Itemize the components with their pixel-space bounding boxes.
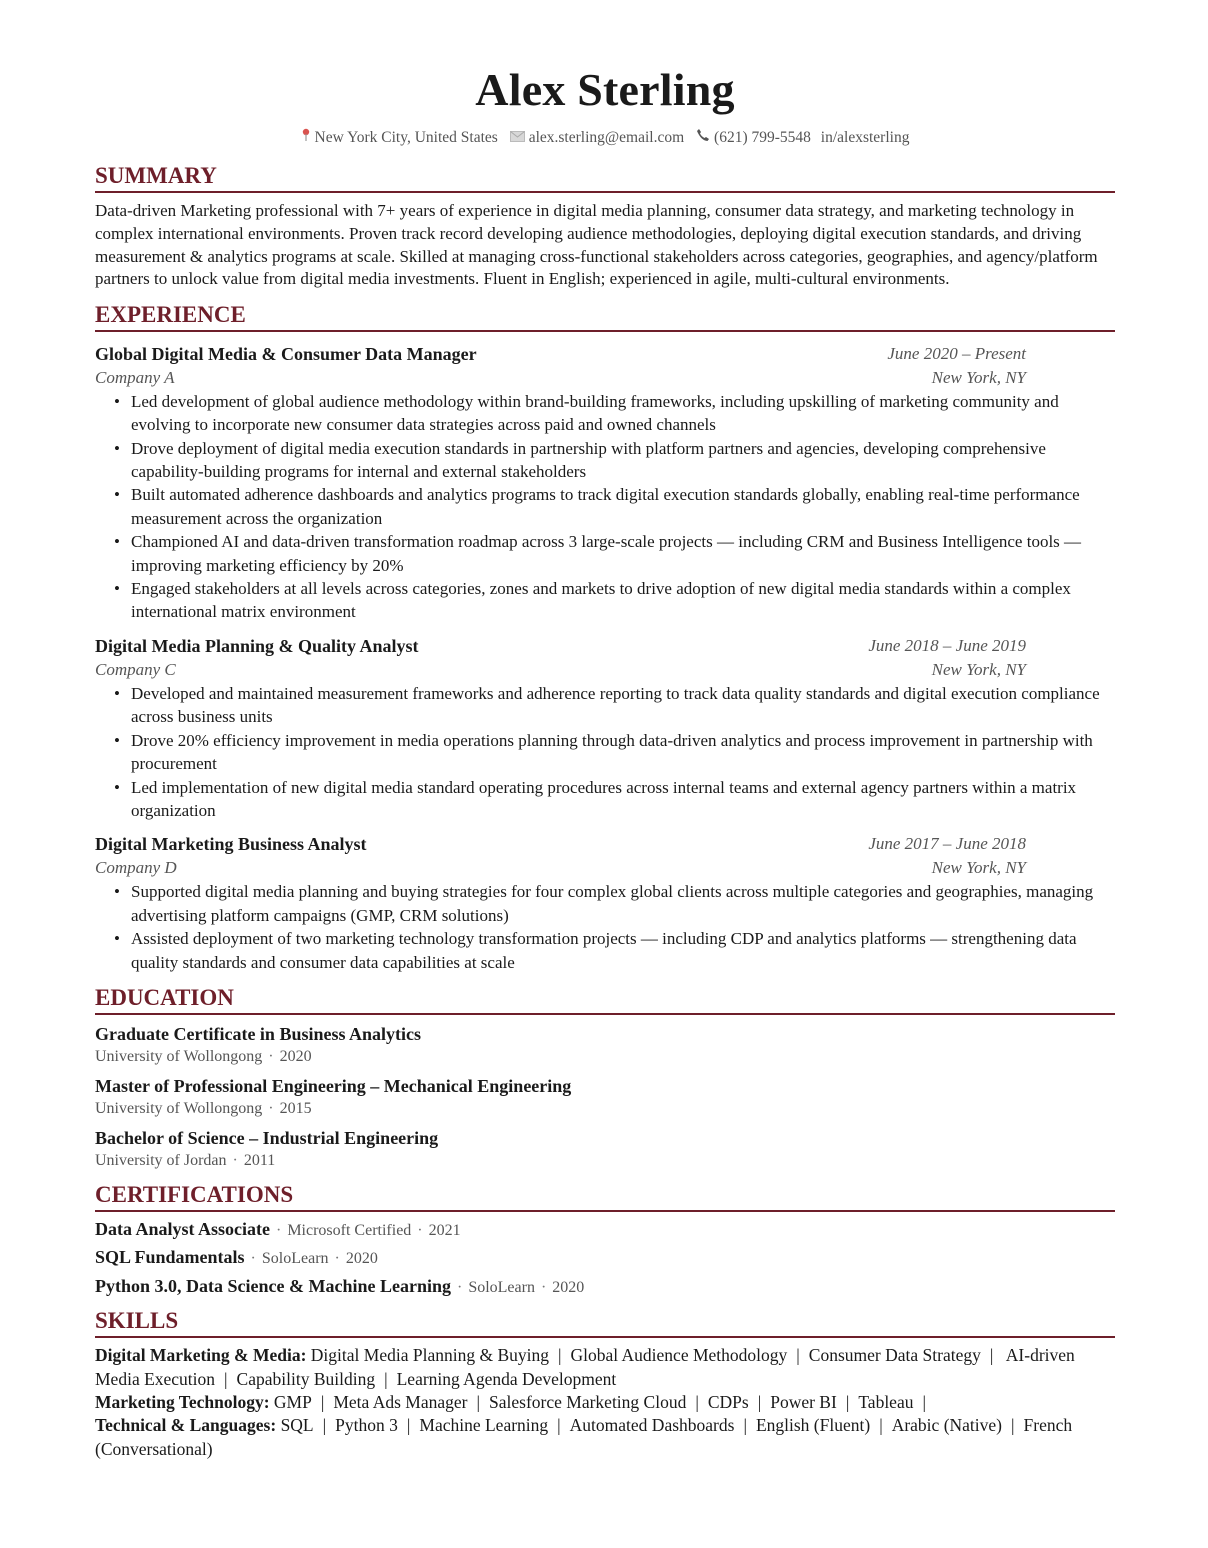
job-bullet: • Supported digital media planning and buying strategies for four complex global clients across multiple categories and geographies, managing advertising platform campaigns (GMP, CRM solutions) bbox=[131, 880, 1115, 927]
skill-item: Machine Learning bbox=[419, 1415, 549, 1436]
candidate-name: Alex Sterling bbox=[475, 64, 735, 115]
summary-section bbox=[95, 162, 1115, 290]
certifications-section bbox=[95, 1181, 1115, 1302]
education-year: 2020 bbox=[279, 1047, 312, 1065]
skill-item: Arabic (Native) bbox=[891, 1415, 1002, 1436]
education-degree: Bachelor of Science – Industrial Engineering bbox=[95, 1127, 439, 1148]
job-bullets bbox=[95, 390, 1115, 624]
contact-phone[interactable]: (621) 799-5548 bbox=[714, 129, 811, 146]
job-dates: June 2017 – June 2018 bbox=[868, 834, 1026, 854]
job-company: Company A bbox=[95, 367, 175, 387]
skill-group-label: Marketing Technology: bbox=[95, 1392, 270, 1413]
section-title-experience: EXPERIENCE bbox=[95, 301, 1115, 332]
contact-linkedin[interactable]: in/alexsterling bbox=[820, 129, 910, 146]
skill-item: Consumer Data Strategy bbox=[808, 1345, 981, 1366]
job-title: Digital Marketing Business Analyst bbox=[95, 834, 367, 855]
job-location: New York, NY bbox=[931, 659, 1026, 679]
job-bullets bbox=[95, 880, 1115, 974]
education-entry: Graduate Certificate in Business Analytics University of Wollongong · 2020 bbox=[95, 1021, 1115, 1067]
cert-name: SQL Fundamentals bbox=[95, 1247, 245, 1268]
education-school: University of Wollongong bbox=[95, 1099, 263, 1117]
skills-list bbox=[95, 1344, 1115, 1460]
phone-icon bbox=[696, 128, 710, 148]
cert-issuer: Microsoft Certified bbox=[287, 1221, 412, 1239]
cert-year: 2020 bbox=[552, 1278, 585, 1296]
cert-issuer: SoloLearn bbox=[261, 1250, 329, 1268]
section-title-certifications: CERTIFICATIONS bbox=[95, 1181, 1115, 1212]
contact-location: New York City, United States bbox=[314, 129, 498, 146]
skill-item: CDPs bbox=[707, 1392, 749, 1413]
job-bullet: • Championed AI and data-driven transformation roadmap across 3 large-scale projects — including CRM and Business Intelligence tools — improving marketing efficiency by 20% bbox=[131, 530, 1115, 577]
skill-item: GMP bbox=[273, 1392, 312, 1413]
job-entry bbox=[95, 832, 1115, 974]
skill-group: Digital Marketing & Media: Digital Media Planning & Buying | Global Audience Methodology | Consumer Data Strategy | AI-driven Media Execution | Capability Building | Learning Agenda Development bbox=[95, 1345, 1075, 1389]
job-title: Digital Media Planning & Quality Analyst bbox=[95, 635, 419, 656]
skill-item: Salesforce Marketing Cloud bbox=[489, 1392, 687, 1413]
job-bullet: • Led implementation of new digital media standard operating procedures across internal teams and external agency partners within a matrix organization bbox=[131, 776, 1115, 823]
section-title-education: EDUCATION bbox=[95, 984, 1115, 1015]
section-title-skills: SKILLS bbox=[95, 1307, 1115, 1338]
job-location: New York, NY bbox=[931, 858, 1026, 878]
job-dates: June 2018 – June 2019 bbox=[868, 635, 1026, 655]
certification-entry: SQL Fundamentals · SoloLearn · 2020 bbox=[95, 1247, 378, 1268]
cert-name: Python 3.0, Data Science & Machine Learning bbox=[95, 1275, 451, 1296]
job-bullet: • Built automated adherence dashboards and analytics programs to track digital execution standards globally, enabling real-time performance measurement across the organization bbox=[131, 483, 1115, 530]
skill-item: Digital Media Planning & Buying bbox=[310, 1345, 549, 1366]
skill-group-label: Technical & Languages: bbox=[95, 1415, 277, 1436]
job-bullet: • Led development of global audience methodology within brand-building frameworks, including upskilling of marketing community and evolving to incorporate new consumer data strategies across paid and owned channels bbox=[131, 390, 1115, 437]
job-bullet: • Drove 20% efficiency improvement in media operations planning through data-driven analytics and process improvement in partnership with procurement bbox=[131, 729, 1115, 776]
contact-email[interactable]: alex.sterling@email.com bbox=[528, 129, 685, 146]
skill-item: Python 3 bbox=[335, 1415, 398, 1436]
skills-section bbox=[95, 1307, 1115, 1460]
contact-line bbox=[95, 128, 1115, 148]
skill-item: Meta Ads Manager bbox=[333, 1392, 468, 1413]
certification-entry: Data Analyst Associate · Microsoft Certified · 2021 bbox=[95, 1218, 461, 1239]
education-degree: Graduate Certificate in Business Analytics bbox=[95, 1023, 421, 1044]
skill-item: AI-driven Media Execution bbox=[95, 1345, 1075, 1389]
cert-year: 2021 bbox=[428, 1221, 461, 1239]
education-year: 2015 bbox=[279, 1099, 312, 1117]
job-entry bbox=[95, 634, 1115, 822]
summary-text: Data-driven Marketing professional with 7+ years of experience in digital media planning, consumer data strategy, and marketing technology in complex international environments. Proven track record developing audience methodologies, deploying digital execution standards, and driving measurement & analytics programs at scale. Skilled at managing cross-functional stakeholders across categories, geographies, and agency/platform partners to unlock value from digital media investments. Fluent in English; experienced in agile, multi-cultural environments. bbox=[95, 201, 1098, 289]
education-school: University of Jordan bbox=[95, 1151, 227, 1169]
skill-item: Automated Dashboards bbox=[569, 1415, 735, 1436]
education-entry: Master of Professional Engineering – Mechanical Engineering University of Wollongong · 2015 bbox=[95, 1073, 1115, 1119]
skill-item: SQL bbox=[280, 1415, 314, 1436]
skill-group: Technical & Languages: SQL | Python 3 | Machine Learning | Automated Dashboards | English (Fluent) | Arabic (Native) | French (Conversational) bbox=[95, 1415, 1073, 1459]
job-bullet: • Engaged stakeholders at all levels across categories, zones and markets to drive adoption of new digital media standards within a complex international matrix environment bbox=[131, 577, 1115, 624]
cert-name: Data Analyst Associate bbox=[95, 1218, 270, 1239]
skill-item: Global Audience Methodology bbox=[570, 1345, 788, 1366]
email-icon bbox=[510, 128, 525, 148]
job-location: New York, NY bbox=[931, 367, 1026, 387]
education-year: 2011 bbox=[243, 1151, 276, 1169]
skill-item: Power BI bbox=[770, 1392, 837, 1413]
certification-entry: Python 3.0, Data Science & Machine Learning · SoloLearn · 2020 bbox=[95, 1275, 585, 1296]
job-entry bbox=[95, 342, 1115, 624]
cert-year: 2020 bbox=[345, 1250, 378, 1268]
skill-item: English (Fluent) bbox=[755, 1415, 871, 1436]
section-title-summary: SUMMARY bbox=[95, 162, 1115, 193]
education-entry: Bachelor of Science – Industrial Engineering University of Jordan · 2011 bbox=[95, 1125, 1115, 1171]
skill-item: Learning Agenda Development bbox=[396, 1368, 617, 1389]
education-school: University of Wollongong bbox=[95, 1047, 263, 1065]
skill-item: Capability Building bbox=[236, 1368, 376, 1389]
cert-issuer: SoloLearn bbox=[468, 1278, 535, 1296]
resume-page bbox=[95, 62, 1115, 1461]
location-pin-icon bbox=[301, 128, 311, 148]
job-bullets bbox=[95, 682, 1115, 822]
skill-group-label: Digital Marketing & Media: bbox=[95, 1345, 307, 1366]
job-company: Company C bbox=[95, 659, 176, 679]
skill-item: French (Conversational) bbox=[95, 1415, 1073, 1459]
skill-item: Tableau bbox=[858, 1392, 914, 1413]
job-bullet: • Developed and maintained measurement frameworks and adherence reporting to track data quality standards and digital execution compliance across business units bbox=[131, 682, 1115, 729]
education-degree: Master of Professional Engineering – Mechanical Engineering bbox=[95, 1075, 572, 1096]
skill-group: Marketing Technology: GMP | Meta Ads Manager | Salesforce Marketing Cloud | CDPs | Power BI | Tableau | bbox=[95, 1392, 926, 1413]
job-company: Company D bbox=[95, 858, 177, 878]
job-title: Global Digital Media & Consumer Data Manager bbox=[95, 343, 477, 364]
experience-section bbox=[95, 301, 1115, 974]
job-bullet: • Assisted deployment of two marketing technology transformation projects — including CDP and analytics platforms — strengthening data quality standards and consumer data capabilities at scale bbox=[131, 927, 1115, 974]
job-dates: June 2020 – Present bbox=[887, 343, 1026, 363]
job-bullet: • Drove deployment of digital media execution standards in partnership with platform partners and agencies, developing comprehensive capability-building programs for internal and external stakeholders bbox=[131, 437, 1115, 484]
education-section bbox=[95, 984, 1115, 1171]
